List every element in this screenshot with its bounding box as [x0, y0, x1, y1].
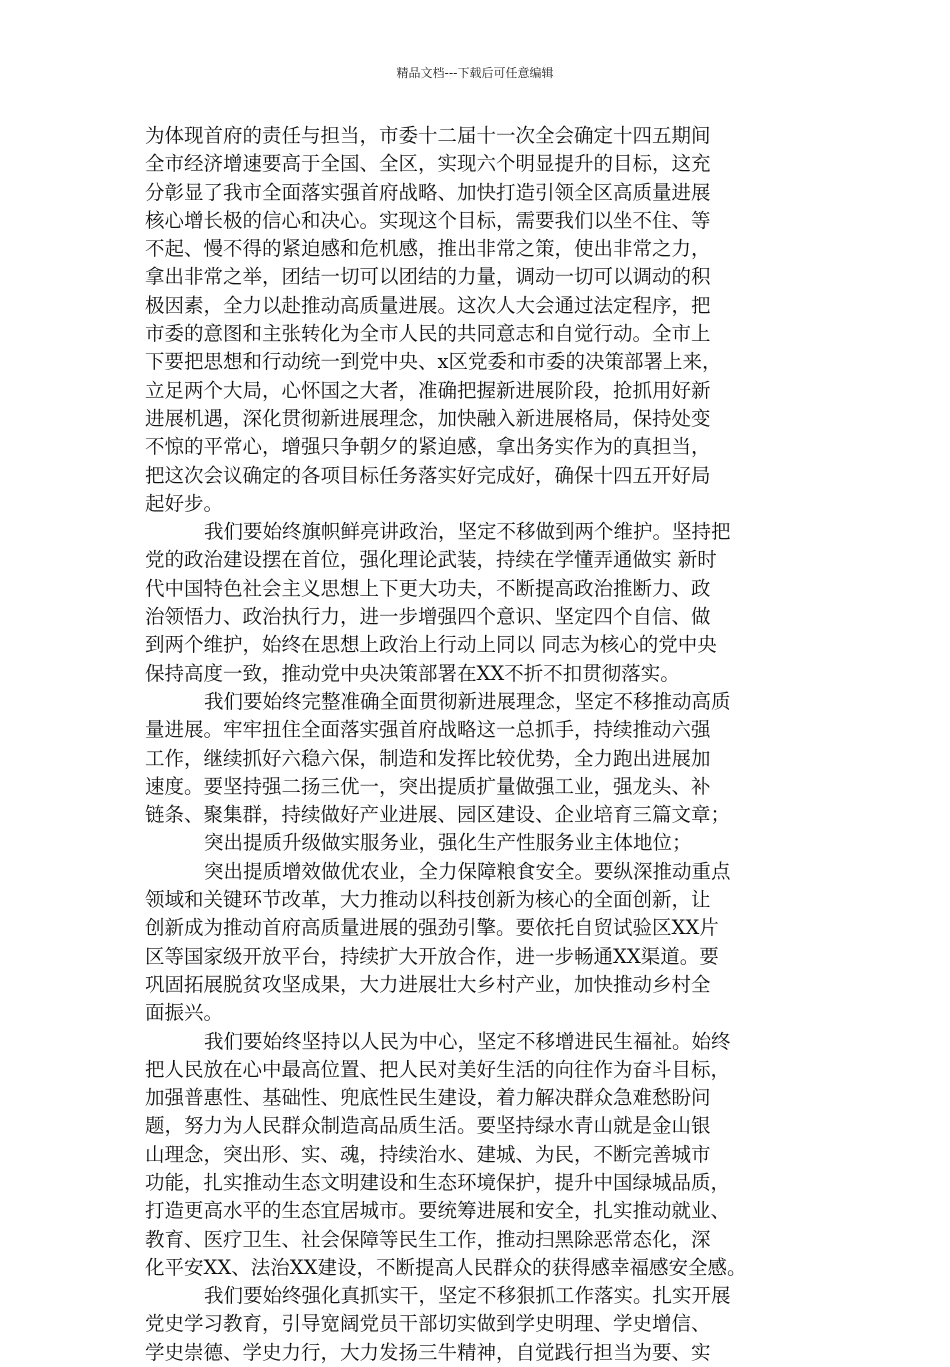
- text-line: 极因素，全力以赴推动高质量进展。这次人大会通过法定程序，把: [145, 293, 711, 317]
- text-line: 量进展。牢牢扭住全面落实强首府战略这一总抓手，持续推动六强: [145, 718, 711, 742]
- text-line: 全市经济增速要高于全国、全区，实现六个明显提升的目标，这充: [145, 152, 711, 176]
- text-line: 巩固拓展脱贫攻坚成果，大力进展壮大乡村产业，加快推动乡村全: [145, 972, 711, 996]
- text-line: 我们要始终强化真抓实干，坚定不移狠抓工作落实。扎实开展: [204, 1284, 731, 1308]
- paragraph: [145, 518, 805, 688]
- text-line: 功能，扎实推动生态文明建设和生态环境保护，提升中国绿城品质，: [145, 1170, 731, 1194]
- text-line: 市委的意图和主张转化为全市人民的共同意志和自觉行动。全市上: [145, 322, 711, 346]
- text-line: 拿出非常之举，团结一切可以团结的力量，调动一切可以调动的积: [145, 265, 711, 289]
- text-line: 进展机遇，深化贯彻新进展理念，加快融入新进展格局，保持处变: [145, 406, 711, 430]
- text-line: 党史学习教育，引导宽阔党员干部切实做到学史明理、学史增信、: [145, 1312, 711, 1336]
- text-line: 教育、医疗卫生、社会保障等民生工作，推动扫黑除恶常态化，深: [145, 1227, 711, 1251]
- text-line: 加强普惠性、基础性、兜底性民生建设，着力解决群众急难愁盼问: [145, 1086, 711, 1110]
- text-line: 领域和关键环节改革，大力推动以科技创新为核心的全面创新，让: [145, 888, 711, 912]
- paragraph: [145, 829, 805, 857]
- text-line: 立足两个大局，心怀国之大者，准确把握新进展阶段，抢抓用好新: [145, 378, 711, 402]
- text-line: 突出提质升级做实服务业，强化生产性服务业主体地位；: [204, 831, 692, 855]
- text-line: 分彰显了我市全面落实强首府战略、加快打造引领全区高质量进展: [145, 180, 711, 204]
- text-line: 保持高度一致，推动党中央决策部署在XX不折不扣贯彻落实。: [145, 661, 680, 685]
- text-line: 我们要始终坚持以人民为中心，坚定不移增进民生福祉。始终: [204, 1029, 731, 1053]
- text-line: 党的政治建设摆在首位，强化理论武装，持续在学懂弄通做实 新时: [145, 548, 717, 572]
- text-line: 创新成为推动首府高质量进展的强劲引擎。要依托自贸试验区XX片: [145, 916, 719, 940]
- text-line: 我们要始终完整准确全面贯彻新进展理念，坚定不移推动高质: [204, 689, 731, 713]
- text-line: 为体现首府的责任与担当，市委十二届十一次全会确定十四五期间: [145, 124, 711, 147]
- text-line: 区等国家级开放平台，持续扩大开放合作，进一步畅通XX渠道。要: [145, 944, 719, 968]
- text-line: 突出提质增效做优农业，全力保障粮食安全。要纵深推动重点: [204, 859, 731, 883]
- text-line: 起好步。: [145, 491, 224, 515]
- text-line: 代中国特色社会主义思想上下更大功夫，不断提高政治推断力、政: [145, 576, 711, 600]
- text-line: 打造更高水平的生态宜居城市。要统筹进展和安全，扎实推动就业、: [145, 1199, 731, 1223]
- text-line: 题，努力为人民群众制造高品质生活。要坚持绿水青山就是金山银: [145, 1114, 711, 1138]
- text-line: 核心增长极的信心和决心。实现这个目标，需要我们以坐不住、等: [145, 208, 711, 232]
- text-line: 不起、慢不得的紧迫感和危机感，推出非常之策，使出非常之力，: [145, 237, 711, 261]
- document-body: [145, 122, 805, 1367]
- text-line: 到两个维护，始终在思想上政治上行动上同以 同志为核心的党中央: [145, 633, 717, 657]
- text-line: 面振兴。: [145, 1001, 224, 1025]
- paragraph: [145, 688, 805, 829]
- text-line: 化平安XX、法治XX建设，不断提高人民群众的获得感幸福感安全感。: [145, 1255, 747, 1279]
- text-line: 下要把思想和行动统一到党中央、x区党委和市委的决策部署上来，: [145, 350, 722, 374]
- text-line: 不惊的平常心，增强只争朝夕的紧迫感，拿出务实作为的真担当，: [145, 435, 711, 459]
- page-header: 精品文档---下载后可任意编辑: [396, 66, 554, 80]
- paragraph: [145, 1028, 805, 1283]
- text-line: 我们要始终旗帜鲜亮讲政治，坚定不移做到两个维护。坚持把: [204, 520, 731, 544]
- text-line: 学史崇德、学史力行，大力发扬三牛精神，自觉践行担当为要、实: [145, 1340, 711, 1364]
- paragraph: [145, 1282, 805, 1367]
- paragraph: [145, 858, 805, 1028]
- text-line: 治领悟力、政治执行力，进一步增强四个意识、坚定四个自信、做: [145, 605, 711, 629]
- text-line: 链条、聚集群，持续做好产业进展、园区建设、企业培育三篇文章；: [145, 803, 731, 827]
- paragraph: [145, 122, 805, 518]
- text-line: 工作，继续抓好六稳六保，制造和发挥比较优势，全力跑出进展加: [145, 746, 711, 770]
- text-line: 把人民放在心中最高位置、把人民对美好生活的向往作为奋斗目标，: [145, 1057, 731, 1081]
- text-line: 把这次会议确定的各项目标任务落实好完成好，确保十四五开好局: [145, 463, 711, 487]
- text-line: 速度。要坚持强二扬三优一，突出提质扩量做强工业，强龙头、补: [145, 774, 711, 798]
- text-line: 山理念，突出形、实、魂，持续治水、建城、为民，不断完善城市: [145, 1142, 711, 1166]
